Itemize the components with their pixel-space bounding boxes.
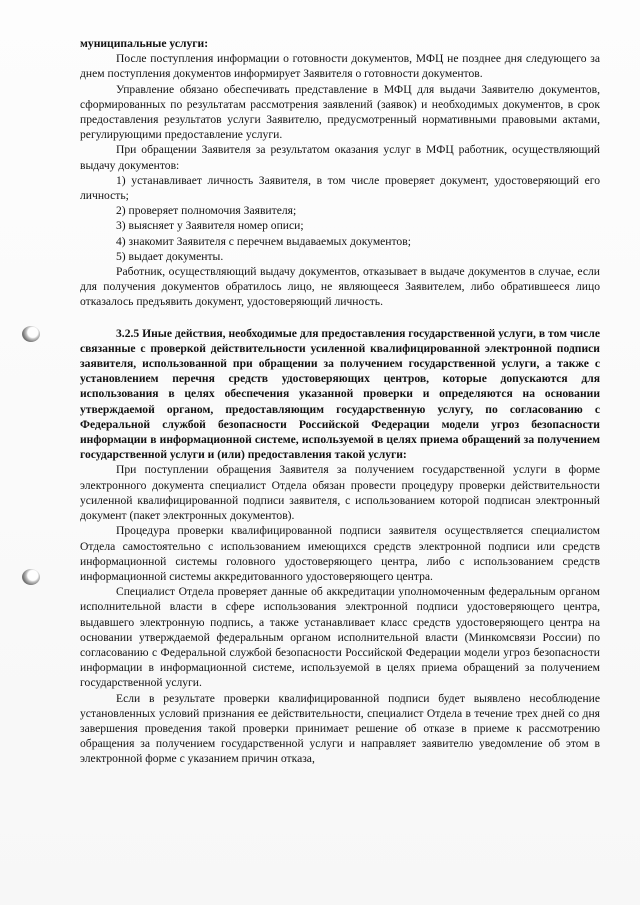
paragraph: Процедура проверки квалифицированной подписи заявителя осуществляется специалистом Отдела самостоятельно с использованием имеющихся средств электронной подписи или средств информационной системы головного удостоверяющего центра, либо с использованием средств информационной системы аккредитованного удостоверяющего центра. xyxy=(80,524,600,583)
paragraph: При обращении Заявителя за результатом оказания услуг в МФЦ работник, осуществляющий выдачу документов: xyxy=(80,143,600,172)
paragraph: При поступлении обращения Заявителя за получением государственной услуги в форме электронного документа специалист Отдела обязан провести процедуру проверки действительности усиленной квалифицированной подписи заявителя, с использованием которой подписан электронный документ (пакет электронных документов). xyxy=(80,463,600,523)
list-item: 1) устанавливает личность Заявителя, в том числе проверяет документ, удостоверяющий его личность; xyxy=(80,173,600,203)
list-item: 2) проверяет полномочия Заявителя; xyxy=(116,204,297,218)
section-gap xyxy=(80,310,600,326)
list-item: 5) выдает документы. xyxy=(116,249,224,263)
section-heading: 3.2.5 Иные действия, необходимые для предоставления государственной услуги, в том числе связанные с проверкой действительности усиленной квалифицированной электронной подписи заявителя, использованной при обращении за получением государственной услуги, а также с установлением перечня средств удостоверяющих центров, которые допускаются для использования в целях обеспечения указанной проверки и определяются на основании утверждаемой органом, предоставляющим государственную услугу, по согласованию с Федеральной службой безопасности Российской Федерации модели угроз безопасности информации в информационной системе, используемой в целях приема обращений за получением государственной услуги и (или) предоставления такой услуги: xyxy=(80,326,600,462)
list-item: 4) знакомит Заявителя с перечнем выдаваемых документов; xyxy=(116,234,411,248)
paragraph: Если в результате проверки квалифицированной подписи будет выявлено несоблюдение установленных условий признания ее действительности, специалист Отдела в течение трех дней со дня завершения проведения такой проверки принимает решение об отказе в приеме к рассмотрению обращения за получением государственной услуги и направляет заявителю уведомление об этом в электронной форме с указанием причин отказа, xyxy=(80,691,600,766)
paragraph: После поступления информации о готовности документов, МФЦ не позднее дня следующего за днем поступления документов информирует Заявителя о готовности документов. xyxy=(80,52,600,81)
list-item: 3) выясняет у Заявителя номер описи; xyxy=(116,219,304,233)
document-body xyxy=(80,36,600,767)
paragraph: Специалист Отдела проверяет данные об аккредитации уполномоченным федеральным органом исполнительной власти в сфере использования электронной подписи удостоверяющего центра, выдавшего электронную подпись, а также устанавливает класс средств удостоверяющего центра на основании утверждаемой федеральным органом исполнительной власти (Минкомсвязи России) по согласованию с Федеральной службой безопасности Российской Федерации модели угроз безопасности информации в информационной системе, используемой в целях приема обращений за получением государственной услуги. xyxy=(80,585,600,690)
paragraph: муниципальные услуги: xyxy=(80,37,209,50)
paragraph: Управление обязано обеспечивать представление в МФЦ для выдачи Заявителю документов, сформированных по результатам рассмотрения заявлений (заявок) и необходимых документов, в срок предоставления результатов услуги Заявителю, предусмотренный нормативными правовыми актами, регулирующими предоставление услуги. xyxy=(80,82,600,142)
punch-hole-bottom xyxy=(22,569,40,585)
paragraph: Работник, осуществляющий выдачу документов, отказывает в выдаче документов в случае, если для получения документов обратилось лицо, не являющееся Заявителем, либо обратившееся лицо отказалось предъявить документ, удостоверяющий личность. xyxy=(80,265,600,309)
punch-hole-top xyxy=(22,326,40,342)
